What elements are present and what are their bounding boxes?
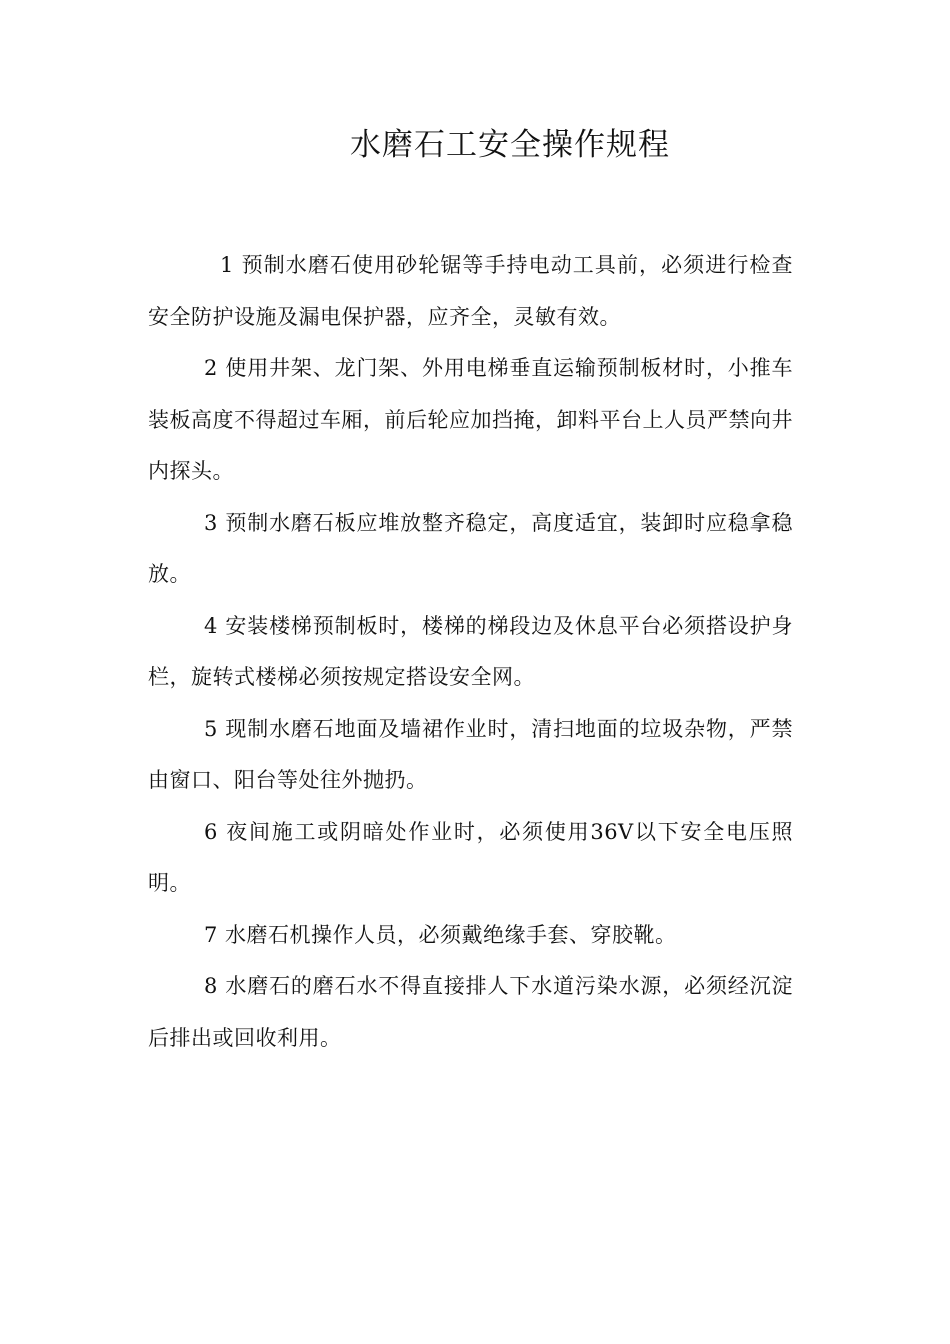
paragraph-1: 1 预制水磨石使用砂轮锯等手持电动工具前，必须进行检查安全防护设施及漏电保护器，应齐全，灵敏有效。	[148, 253, 793, 329]
document-title: 水磨石工安全操作规程	[350, 127, 670, 163]
paragraph-7: 7 水磨石机操作人员，必须戴绝缘手套、穿胶靴。	[204, 922, 677, 947]
document-body	[148, 240, 793, 1064]
paragraph-2: 2 使用井架、龙门架、外用电梯垂直运输预制板材时，小推车装板高度不得超过车厢，前后轮应加挡掩，卸料平台上人员严禁向井内探头。	[148, 356, 793, 483]
paragraph-4: 4 安装楼梯预制板时，楼梯的梯段边及休息平台必须搭设护身栏，旋转式楼梯必须按规定搭设安全网。	[148, 613, 793, 689]
paragraph-3: 3 预制水磨石板应堆放整齐稳定，高度适宜，装卸时应稳拿稳放。	[148, 510, 793, 586]
paragraph-8: 8 水磨石的磨石水不得直接排人下水道污染水源，必须经沉淀后排出或回收利用。	[148, 974, 793, 1050]
paragraph-5: 5 现制水磨石地面及墙裙作业时，清扫地面的垃圾杂物，严禁由窗口、阳台等处往外抛扔。	[148, 716, 793, 792]
paragraph-6: 6 夜间施工或阴暗处作业时，必须使用36V以下安全电压照明。	[148, 819, 793, 895]
